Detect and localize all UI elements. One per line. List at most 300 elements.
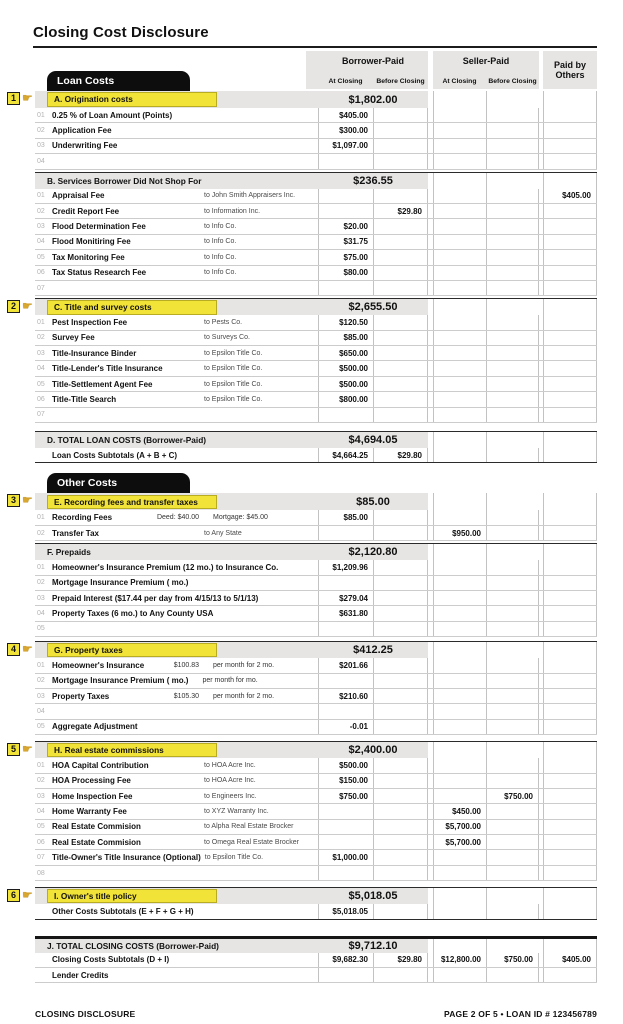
amount-paid-by-others (543, 820, 597, 834)
amount-seller-before-closing (486, 720, 539, 734)
amount-borrower-before-closing (373, 346, 428, 360)
amount-borrower-at-closing: $75.00 (318, 250, 373, 264)
fee-description (35, 968, 318, 982)
fee-row (35, 235, 597, 250)
amount-seller-before-closing (486, 189, 539, 203)
fee-description (35, 408, 318, 422)
amount-borrower-before-closing (373, 820, 428, 834)
section-header-I (10, 887, 597, 904)
row-number: 04 (37, 157, 45, 165)
amount-borrower-at-closing: $201.66 (318, 658, 373, 672)
fee-label: Title-Owner's Title Insurance (Optional) (52, 853, 201, 863)
amount-borrower-at-closing: $85.00 (318, 331, 373, 345)
amount-seller-before-closing (486, 408, 539, 422)
fee-row (35, 154, 597, 169)
fee-payee: to Info Co. (204, 269, 237, 277)
fee-description (35, 250, 318, 264)
amount-seller-at-closing (433, 689, 486, 703)
paid-by-others-cell (543, 888, 597, 904)
amount-seller-at-closing (433, 866, 486, 880)
amount-borrower-at-closing: $500.00 (318, 758, 373, 772)
seller-at-closing-cell (433, 432, 486, 448)
seller-before-closing-cell (486, 432, 539, 448)
fee-label: Title-Insurance Binder (52, 348, 137, 358)
amount-seller-at-closing: $12,800.00 (433, 953, 486, 967)
section-title: F. Prepaids (47, 547, 91, 558)
section-header-J (35, 936, 597, 953)
fee-payee: to Any State (204, 529, 242, 537)
fee-row (35, 331, 597, 346)
section-title: D. TOTAL LOAN COSTS (Borrower-Paid) (47, 435, 207, 446)
seller-before-closing-cell (486, 642, 539, 658)
amount-seller-before-closing (486, 510, 539, 524)
seller-at-closing-cell (433, 939, 486, 953)
fee-row (35, 591, 597, 606)
fee-row (35, 820, 597, 835)
amount-borrower-at-closing: $80.00 (318, 266, 373, 280)
amount-seller-before-closing (486, 968, 539, 982)
amount-borrower-before-closing (373, 704, 428, 718)
amount-borrower-at-closing: -0.01 (318, 720, 373, 734)
amount-borrower-at-closing: $300.00 (318, 123, 373, 137)
row-number: 03 (37, 142, 45, 150)
borrower-paid-label: Borrower-Paid (341, 56, 404, 66)
row-number: 03 (37, 692, 45, 700)
page-footer (35, 1009, 597, 1019)
paid-by-others-label: Paid by Others (553, 59, 586, 80)
paid-by-others-cell (543, 493, 597, 510)
fee-label: Homeowner's Insurance (52, 660, 145, 670)
row-number: 04 (37, 610, 45, 618)
amount-borrower-before-closing (373, 866, 428, 880)
hand-pointer-icon: ☛ (22, 888, 33, 903)
amount-paid-by-others (543, 704, 597, 718)
row-number: 07 (37, 411, 45, 419)
row-number: 05 (37, 380, 45, 388)
paid-by-others-cell (543, 173, 597, 189)
fee-description (35, 392, 318, 406)
amount-seller-at-closing (433, 392, 486, 406)
fee-description (35, 953, 318, 967)
amount-seller-at-closing (433, 408, 486, 422)
section-title-area (35, 642, 428, 658)
amount-paid-by-others: $405.00 (543, 189, 597, 203)
amount-paid-by-others (543, 674, 597, 688)
row-number: 07 (37, 854, 45, 862)
row-number: 08 (37, 869, 45, 877)
fee-description (35, 758, 318, 772)
amount-paid-by-others (543, 560, 597, 574)
amount-seller-before-closing (486, 866, 539, 880)
amount-borrower-at-closing: $405.00 (318, 108, 373, 122)
amount-borrower-at-closing (318, 281, 373, 295)
amount-paid-by-others (543, 804, 597, 818)
fee-description (35, 850, 318, 864)
fee-description (35, 448, 318, 462)
amount-paid-by-others (543, 835, 597, 849)
amount-seller-before-closing (486, 361, 539, 375)
amount-borrower-before-closing (373, 408, 428, 422)
fee-row (35, 866, 597, 881)
fee-label: Flood Determination Fee (52, 222, 146, 232)
row-number: 05 (37, 723, 45, 731)
fee-description (35, 123, 318, 137)
amount-borrower-at-closing (318, 968, 373, 982)
fee-row (35, 968, 597, 983)
amount-seller-at-closing (433, 758, 486, 772)
fee-label: Transfer Tax (52, 528, 99, 538)
title-rule (33, 46, 597, 48)
amount-borrower-at-closing: $31.75 (318, 235, 373, 249)
amount-borrower-before-closing (373, 789, 428, 803)
amount-borrower-before-closing (373, 658, 428, 672)
fee-row (35, 904, 597, 919)
amount-seller-before-closing (486, 448, 539, 462)
amount-seller-before-closing: $750.00 (486, 789, 539, 803)
amount-paid-by-others (543, 758, 597, 772)
seller-before-closing-cell (486, 742, 539, 758)
fee-description (35, 281, 318, 295)
amount-seller-before-closing (486, 526, 539, 540)
seller-before-closing-cell (486, 299, 539, 315)
paid-by-others-cell (543, 544, 597, 560)
section-title-area (35, 493, 428, 510)
amount-seller-before-closing: $750.00 (486, 953, 539, 967)
amount-borrower-before-closing (373, 189, 428, 203)
borrower-before-closing-label: Before Closing (376, 78, 425, 85)
amount-borrower-before-closing (373, 968, 428, 982)
borrower-at-closing-label: At Closing (328, 78, 363, 85)
fee-label: Home Inspection Fee (52, 791, 133, 801)
amount-borrower-before-closing (373, 774, 428, 788)
section-total-amount: $9,712.10 (348, 939, 398, 952)
row-number: 04 (37, 708, 45, 716)
seller-at-closing-cell (433, 888, 486, 904)
amount-seller-at-closing (433, 235, 486, 249)
amount-borrower-before-closing (373, 219, 428, 233)
section-title-highlighted: E. Recording fees and transfer taxes (47, 495, 217, 510)
fee-description (35, 377, 318, 391)
fee-label: Flood Monitiring Fee (52, 237, 131, 247)
amount-seller-before-closing (486, 704, 539, 718)
seller-at-closing-cell (433, 642, 486, 658)
amount-borrower-before-closing (373, 281, 428, 295)
callout-number-badge: 1 (7, 92, 20, 105)
amount-paid-by-others (543, 448, 597, 462)
fee-label: Application Fee (52, 126, 112, 136)
amount-borrower-before-closing (373, 123, 428, 137)
fee-row (35, 560, 597, 575)
fee-description (35, 704, 318, 718)
section-title: B. Services Borrower Did Not Shop For (47, 175, 202, 186)
fee-row (35, 622, 597, 637)
fee-payee: to Info Co. (204, 223, 237, 231)
amount-borrower-at-closing: $500.00 (318, 377, 373, 391)
amount-borrower-at-closing (318, 820, 373, 834)
amount-borrower-before-closing (373, 622, 428, 636)
amount-seller-at-closing (433, 204, 486, 218)
amount-borrower-at-closing (318, 674, 373, 688)
amount-borrower-before-closing (373, 689, 428, 703)
amount-seller-before-closing (486, 835, 539, 849)
amount-seller-at-closing (433, 361, 486, 375)
row-number: 06 (37, 395, 45, 403)
amount-seller-at-closing (433, 591, 486, 605)
fee-payee: to Engineers Inc. (204, 792, 257, 800)
section-title-area (35, 742, 428, 758)
seller-at-closing-cell (433, 544, 486, 560)
amount-seller-at-closing (433, 968, 486, 982)
fee-label: Other Costs Subtotals (E + F + G + H) (52, 906, 194, 916)
amount-borrower-before-closing (373, 510, 428, 524)
section-title-highlighted: C. Title and survey costs (47, 300, 217, 315)
fee-description (35, 720, 318, 734)
row-number: 04 (37, 365, 45, 373)
fee-description (35, 219, 318, 233)
fee-row (35, 139, 597, 154)
amount-seller-at-closing (433, 720, 486, 734)
seller-paid-label: Seller-Paid (462, 56, 510, 66)
amount-seller-before-closing (486, 606, 539, 620)
amount-seller-at-closing (433, 850, 486, 864)
fee-payee: to Info Co. (204, 238, 237, 246)
row-number: 01 (37, 563, 45, 571)
amount-seller-before-closing (486, 392, 539, 406)
seller-before-closing-cell (486, 939, 539, 953)
fee-description (35, 674, 318, 688)
amount-borrower-before-closing (373, 720, 428, 734)
fee-description (35, 606, 318, 620)
hand-pointer-icon: ☛ (22, 91, 33, 105)
amount-borrower-at-closing (318, 154, 373, 168)
row-number: 01 (37, 661, 45, 669)
fee-label: Credit Report Fee (52, 206, 120, 216)
amount-seller-at-closing (433, 774, 486, 788)
fee-payee: to Epsilon Title Co. (204, 380, 263, 388)
fee-row (35, 720, 597, 735)
seller-before-closing-cell (486, 493, 539, 510)
amount-seller-before-closing (486, 758, 539, 772)
section-title-area (35, 432, 428, 448)
amount-borrower-at-closing: $1,000.00 (318, 850, 373, 864)
section-title-area (35, 888, 428, 904)
fee-row (35, 576, 597, 591)
amount-paid-by-others (543, 606, 597, 620)
amount-paid-by-others (543, 904, 597, 918)
seller-before-closing-label: Before Closing (488, 78, 537, 85)
amount-borrower-before-closing (373, 576, 428, 590)
section-header-H (10, 741, 597, 758)
amount-seller-at-closing (433, 904, 486, 918)
amount-borrower-at-closing: $279.04 (318, 591, 373, 605)
row-number: 03 (37, 594, 45, 602)
amount-seller-at-closing (433, 266, 486, 280)
amount-seller-before-closing (486, 591, 539, 605)
fee-description (35, 108, 318, 122)
amount-seller-at-closing: $5,700.00 (433, 820, 486, 834)
section-title-area (35, 544, 428, 560)
amount-paid-by-others (543, 866, 597, 880)
fee-label: Home Warranty Fee (52, 806, 127, 816)
callout-marker-4 (7, 643, 33, 656)
fee-label: 0.25 % of Loan Amount (Points) (52, 110, 173, 120)
amount-seller-before-closing (486, 154, 539, 168)
amount-paid-by-others (543, 204, 597, 218)
row-number: 02 (37, 529, 45, 537)
callout-number-badge: 3 (7, 494, 20, 507)
row-number: 07 (37, 284, 45, 292)
amount-seller-at-closing (433, 510, 486, 524)
amount-seller-before-closing (486, 904, 539, 918)
fee-row (35, 204, 597, 219)
fee-payee: to Pests Co. (204, 318, 243, 326)
fee-row (35, 804, 597, 819)
seller-at-closing-label: At Closing (442, 78, 477, 85)
fee-note: Mortgage: $45.00 (213, 514, 268, 522)
row-number: 04 (37, 238, 45, 246)
fee-row (35, 377, 597, 392)
amount-borrower-before-closing: $29.80 (373, 953, 428, 967)
amount-seller-before-closing (486, 674, 539, 688)
fee-description (35, 361, 318, 375)
callout-number-badge: 6 (7, 889, 20, 902)
fee-row (35, 526, 597, 541)
amount-seller-at-closing (433, 315, 486, 329)
amount-paid-by-others (543, 658, 597, 672)
fee-row (35, 658, 597, 673)
amount-borrower-before-closing (373, 526, 428, 540)
amount-borrower-before-closing (373, 139, 428, 153)
fee-row (35, 219, 597, 234)
fee-row (35, 123, 597, 138)
fee-note: per month for 2 mo. (213, 661, 275, 669)
amount-paid-by-others (543, 850, 597, 864)
amount-paid-by-others (543, 331, 597, 345)
fee-description (35, 689, 318, 703)
fee-description (35, 204, 318, 218)
fee-description (35, 331, 318, 345)
section-title-area (35, 173, 428, 189)
amount-paid-by-others (543, 266, 597, 280)
fee-row (35, 361, 597, 376)
amount-borrower-at-closing: $5,018.05 (318, 904, 373, 918)
section-header-C (10, 298, 597, 315)
paid-by-others-cell (543, 939, 597, 953)
amount-seller-before-closing (486, 235, 539, 249)
fee-label: Aggregate Adjustment (52, 722, 138, 732)
fee-payee: to Epsilon Title Co. (204, 349, 263, 357)
fee-note: Deed: $40.00 (156, 514, 199, 522)
row-number: 01 (37, 192, 45, 200)
row-number: 02 (37, 127, 45, 135)
amount-borrower-at-closing (318, 526, 373, 540)
paid-by-others-cell (543, 299, 597, 315)
page-title: Closing Cost Disclosure (33, 24, 209, 41)
column-headers (35, 51, 597, 89)
seller-before-closing-cell (486, 173, 539, 189)
fee-label: HOA Capital Contribution (52, 760, 149, 770)
section-total-amount: $4,694.05 (348, 434, 398, 447)
fee-note: $100.83 (173, 661, 199, 669)
section-tab-e: Other Costs (47, 473, 190, 493)
fee-description (35, 658, 318, 672)
seller-at-closing-cell (433, 173, 486, 189)
callout-number-badge: 5 (7, 743, 20, 756)
fee-row (35, 953, 597, 968)
section-total-amount: $2,655.50 (348, 301, 398, 314)
fee-row (35, 606, 597, 621)
amount-seller-before-closing (486, 219, 539, 233)
amount-borrower-at-closing (318, 804, 373, 818)
amount-seller-before-closing (486, 346, 539, 360)
section-total-amount: $5,018.05 (348, 890, 398, 903)
row-number: 02 (37, 677, 45, 685)
amount-borrower-at-closing: $20.00 (318, 219, 373, 233)
fee-note: per month for 2 mo. (213, 692, 275, 700)
amount-borrower-at-closing: $85.00 (318, 510, 373, 524)
fee-payee: to Alpha Real Estate Brocker (204, 823, 294, 831)
fee-table (10, 51, 597, 983)
fee-row (35, 789, 597, 804)
section-header-D (35, 431, 597, 448)
fee-row (35, 281, 597, 296)
amount-seller-at-closing: $450.00 (433, 804, 486, 818)
amount-borrower-at-closing: $1,209.96 (318, 560, 373, 574)
amount-borrower-before-closing (373, 331, 428, 345)
fee-row (35, 850, 597, 865)
amount-seller-before-closing (486, 108, 539, 122)
fee-description (35, 804, 318, 818)
amount-seller-at-closing (433, 448, 486, 462)
section-total-amount: $412.25 (353, 644, 393, 657)
amount-borrower-before-closing (373, 392, 428, 406)
section-header-E (10, 493, 597, 510)
sections-root (10, 71, 597, 983)
fee-label: Appraisal Fee (52, 191, 105, 201)
amount-borrower-before-closing: $29.80 (373, 204, 428, 218)
fee-payee: to Information Inc. (204, 207, 261, 215)
amount-paid-by-others (543, 377, 597, 391)
row-number: 02 (37, 207, 45, 215)
section-total-amount: $2,400.00 (348, 744, 398, 757)
amount-paid-by-others (543, 235, 597, 249)
fee-row (35, 266, 597, 281)
row-number: 06 (37, 269, 45, 277)
amount-borrower-before-closing (373, 235, 428, 249)
amount-seller-at-closing (433, 123, 486, 137)
amount-seller-before-closing (486, 850, 539, 864)
amount-seller-at-closing (433, 281, 486, 295)
amount-paid-by-others (543, 154, 597, 168)
fee-description (35, 866, 318, 880)
fee-description (35, 560, 318, 574)
amount-borrower-before-closing (373, 804, 428, 818)
fee-description (35, 591, 318, 605)
fee-description (35, 510, 318, 524)
fee-label: Homeowner's Insurance Premium (12 mo.) to Insurance Co. (52, 562, 279, 572)
borrower-paid-header (306, 51, 428, 89)
amount-paid-by-others (543, 689, 597, 703)
row-number: 03 (37, 349, 45, 357)
amount-seller-at-closing (433, 250, 486, 264)
amount-paid-by-others (543, 720, 597, 734)
amount-paid-by-others (543, 591, 597, 605)
row-number: 05 (37, 253, 45, 261)
amount-paid-by-others (543, 774, 597, 788)
section-title-highlighted: G. Property taxes (47, 643, 217, 658)
amount-borrower-at-closing (318, 704, 373, 718)
amount-borrower-at-closing: $500.00 (318, 361, 373, 375)
